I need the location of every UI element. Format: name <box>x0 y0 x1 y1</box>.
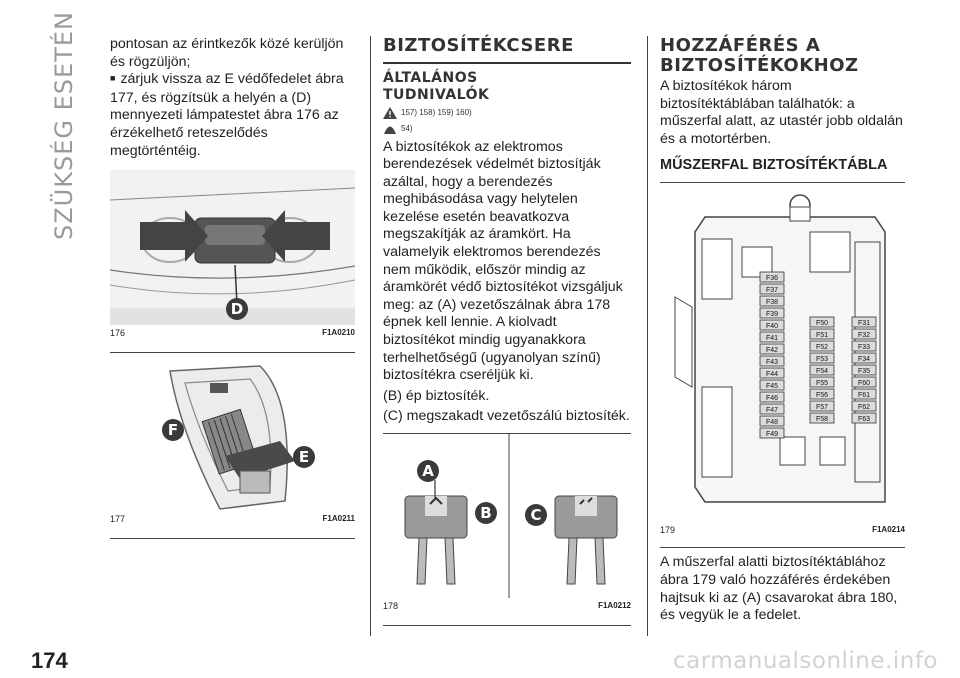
fuse-label: F56 <box>815 392 829 400</box>
fuse-label: F32 <box>857 332 871 340</box>
figure-code: F1A0214 <box>872 525 905 535</box>
figure-code: F1A0212 <box>598 601 631 610</box>
fuse-label: F51 <box>815 332 829 340</box>
fuse-label: F48 <box>765 419 779 427</box>
fuse-label: F40 <box>765 323 779 331</box>
fuse-label: F62 <box>857 404 871 412</box>
fuse-label: F39 <box>765 311 779 319</box>
fuse-label: F43 <box>765 359 779 367</box>
warning-refs <box>383 107 631 119</box>
figure-176 <box>110 170 355 338</box>
figure-179 <box>660 187 905 535</box>
fuse-label: F33 <box>857 344 871 352</box>
fuse-label: F46 <box>765 395 779 403</box>
fuse-label: F54 <box>815 368 829 376</box>
fuse-label: F57 <box>815 404 829 412</box>
fuse-label: F41 <box>765 335 779 343</box>
figure-separator <box>660 547 905 548</box>
paragraph: A biztosítékok három biztosítéktáblában találhatók: a műszerfal alatt, az utastér jobb oldalán és a motortérben. <box>660 78 903 147</box>
fuse-label: F53 <box>815 356 829 364</box>
figure-number: 176 <box>110 328 126 339</box>
environment-refs <box>383 123 631 135</box>
figure-178-caption <box>383 601 631 611</box>
column-1 <box>110 36 355 539</box>
paragraph: pontosan az érintkezők közé kerüljön és rögzüljön; <box>110 36 344 70</box>
figure-code: F1A0211 <box>322 514 355 524</box>
fuse-label: F37 <box>765 287 779 295</box>
figure-177 <box>110 361 355 524</box>
fuse-label: F42 <box>765 347 779 355</box>
fuse-label: F36 <box>765 275 779 283</box>
watermark: carmanualsonline.info <box>672 648 938 674</box>
fuse-label: F49 <box>765 431 779 439</box>
bullet-paragraph: ■ zárjuk vissza az E védőfedelet ábra 177, és rögzítsük a helyén a (D) mennyezeti lámpatestet ábra 176 az érzékelhető reteszelődés megtörténtéig. <box>110 71 355 160</box>
figure-178 <box>383 434 631 611</box>
subsection-title: ÁLTALÁNOS TUDNIVALÓK <box>383 69 490 103</box>
figure-177-caption <box>110 514 355 524</box>
figure-178-image <box>383 434 631 598</box>
callout-c: C <box>525 504 547 526</box>
figure-number: 178 <box>383 601 399 611</box>
figure-separator <box>110 352 355 353</box>
callout-b: B <box>475 502 497 524</box>
figure-separator <box>110 538 355 539</box>
fuse-label: F58 <box>815 416 829 424</box>
subsection-title: MŰSZERFAL BIZTOSÍTÉKTÁBLA <box>660 157 888 174</box>
figure-number: 177 <box>110 514 126 525</box>
fuse-label: F61 <box>857 392 871 400</box>
figure-179-image <box>660 187 905 522</box>
fuse-label: F52 <box>815 344 829 352</box>
environment-icon <box>383 123 397 135</box>
callout-d: D <box>226 298 248 320</box>
section-title: HOZZÁFÉRÉS A BIZTOSÍTÉKOKHOZ <box>660 35 859 76</box>
fuse-label: F63 <box>857 416 871 424</box>
fuse-label: F31 <box>857 320 871 328</box>
fuse-label: F35 <box>857 368 871 376</box>
paragraph: (C) megszakadt vezetőszálú biztosíték. <box>383 408 630 425</box>
fuse-label: F44 <box>765 371 779 379</box>
figure-176-image <box>110 170 355 325</box>
paragraph: A biztosítékok az elektromos berendezések védelmét biztosítják azáltal, hogy a berendezés meghibásodása vagy helytelen kezelése esetén beavatkozva megszakítják az áramkört. Ha valamelyik elektromos berendezés nem működik, először mindig az áramkörét védő biztosítékot vizsgáljuk meg: az (A) vezetőszálnak ábra 178 épnek kell lennie. A kiolvadt biztosítékot mindig ugyanakkora terhelhetőségű (ugyanolyan színű) biztosítékra cseréljük ki. <box>383 138 623 384</box>
callout-a: A <box>417 460 439 482</box>
fuse-label: F47 <box>765 407 779 415</box>
column-3 <box>660 36 905 625</box>
page-number: 174 <box>31 648 68 673</box>
fuse-label: F34 <box>857 356 871 364</box>
column-divider-1 <box>370 36 371 636</box>
figure-179-caption <box>660 525 905 535</box>
fuse-label: F38 <box>765 299 779 307</box>
figure-176-caption <box>110 328 355 338</box>
callout-e: E <box>293 446 315 468</box>
figure-separator <box>660 182 905 183</box>
fuse-label: F45 <box>765 383 779 391</box>
paragraph: A műszerfal alatti biztosítéktáblához ábra 179 való hozzáférés érdekében hajtsuk ki az (A) csavarokat ábra 180, és vegyük le a fedelet. <box>660 554 898 624</box>
chapter-side-title: SZÜKSÉG ESETÉN <box>50 11 78 240</box>
figure-separator <box>383 625 631 626</box>
warning-triangle-icon <box>383 107 397 119</box>
callout-f: F <box>162 419 184 441</box>
environment-ref-numbers: 54) <box>401 123 413 133</box>
figure-code: F1A0210 <box>322 328 355 338</box>
column-divider-2 <box>647 36 648 636</box>
section-rule <box>383 62 631 64</box>
fuse-label: F55 <box>815 380 829 388</box>
section-title: BIZTOSÍTÉKCSERE <box>383 35 574 56</box>
column-2 <box>383 36 631 626</box>
fuse-label: F50 <box>815 320 829 328</box>
warning-ref-numbers: 157) 158) 159) 160) <box>401 107 472 117</box>
paragraph: (B) ép biztosíték. <box>383 387 490 404</box>
figure-177-image <box>110 361 355 511</box>
fuse-label: F60 <box>857 380 871 388</box>
figure-number: 179 <box>660 525 676 536</box>
